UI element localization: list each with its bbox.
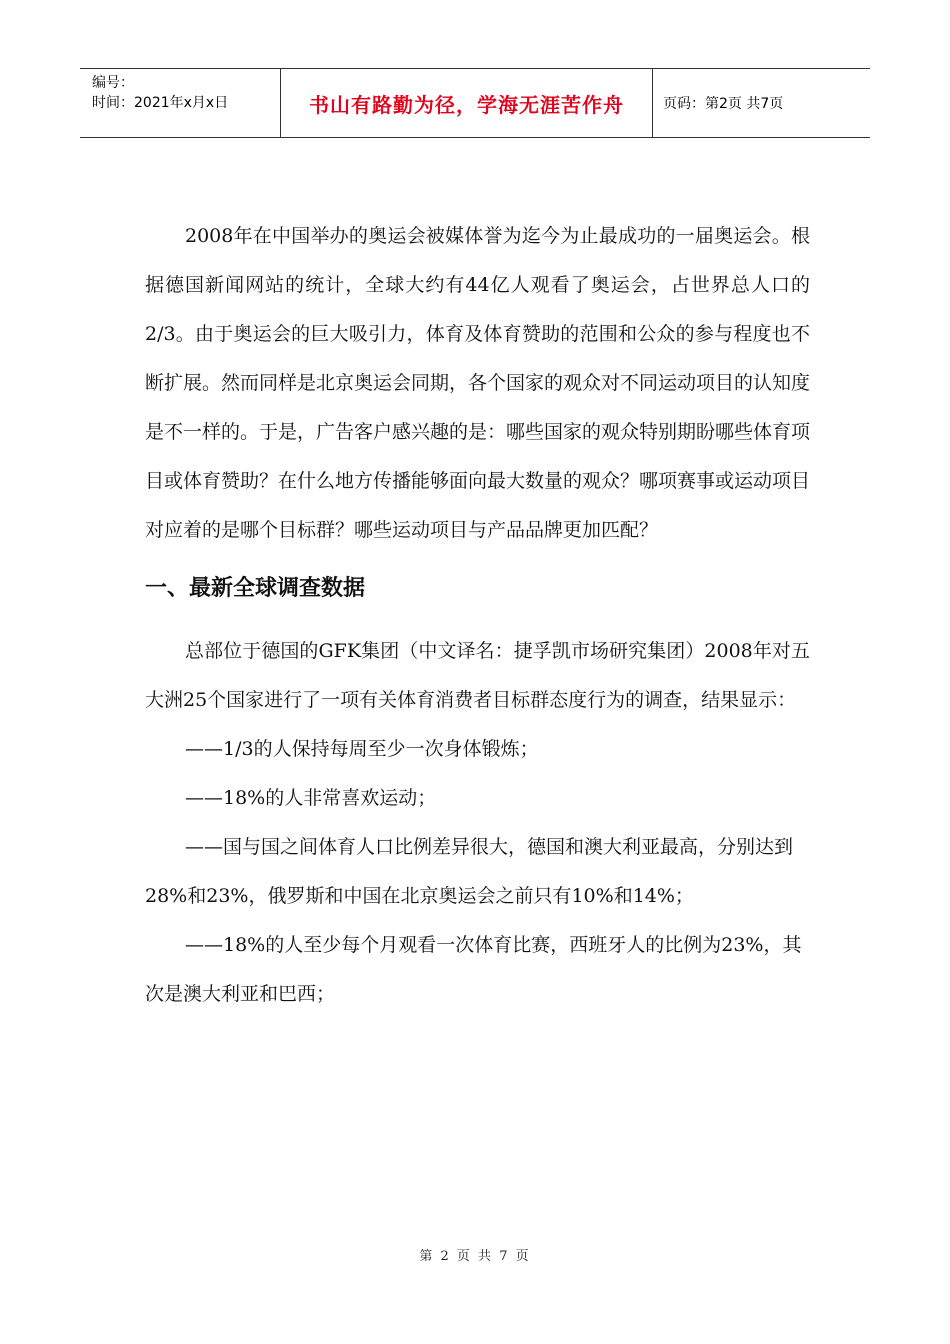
header-motto: 书山有路勤为径，学海无涯苦作舟 [281, 69, 653, 137]
page-footer: 第 2 页 共 7 页 [419, 1249, 531, 1264]
finding-item: ——18%的人非常喜欢运动； [185, 787, 437, 809]
header-meta [80, 69, 281, 137]
survey-paragraph: 总部位于德国的GFK集团（中文译名：捷孚凯市场研究集团）2008年对五大洲25个国家进行了一项有关体育消费者目标群态度行为的调查，结果显示： [145, 640, 810, 711]
time-label: 时间：2021年x月x日 [92, 95, 229, 111]
header-page-info: 页码：第2页 共7页 [663, 96, 784, 112]
page-header [80, 68, 870, 138]
intro-paragraph: 2008年在中国举办的奥运会被媒体誉为迄今为止最成功的一届奥运会。根据德国新闻网站的统计，全球大约有44亿人观看了奥运会，占世界总人口的2/3。由于奥运会的巨大吸引力，体育及体育赞助的范围和公众的参与程度也不断扩展。然而同样是北京奥运会同期，各个国家的观众对不同运动项目的认知度是不一样的。于是，广告客户感兴趣的是：哪些国家的观众特别期盼哪些体育项目或体育赞助？在什么地方传播能够面向最大数量的观众？哪项赛事或运动项目对应着的是哪个目标群？哪些运动项目与产品品牌更加匹配？ [145, 225, 811, 541]
finding-item: ——18%的人至少每个月观看一次体育比赛，西班牙人的比例为23%，其次是澳大利亚和巴西； [145, 934, 802, 1005]
number-label: 编号： [92, 75, 134, 91]
finding-item: ——1/3的人保持每周至少一次身体锻炼； [185, 738, 539, 760]
finding-item: ——国与国之间体育人口比例差异很大，德国和澳大利亚最高，分别达到28%和23%，俄罗斯和中国在北京奥运会之前只有10%和14%； [145, 836, 794, 907]
document-body [145, 212, 810, 1019]
section-heading: 一、最新全球调查数据 [145, 576, 366, 601]
